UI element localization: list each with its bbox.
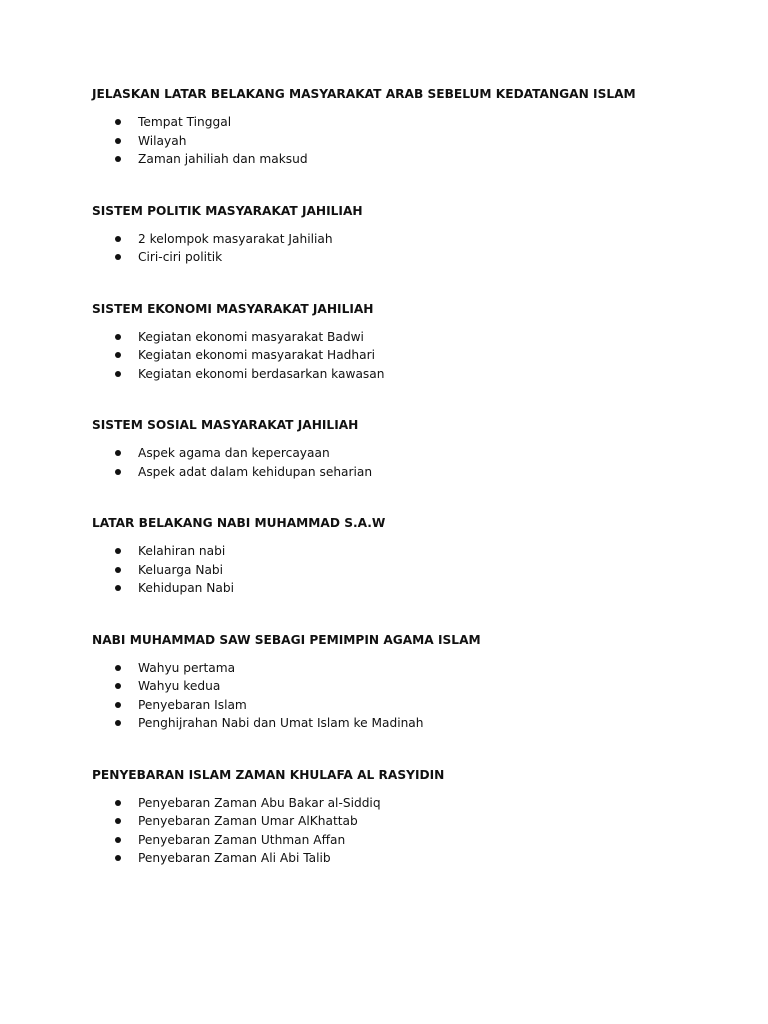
bullet-icon: [115, 837, 121, 843]
bullet-list: [92, 113, 732, 169]
bullet-list: [92, 542, 732, 598]
document-section: [92, 417, 732, 481]
bullet-text: Kelahiran nabi: [138, 544, 226, 558]
bullet-text: Aspek adat dalam kehidupan seharian: [138, 464, 373, 479]
bullet-icon: [115, 236, 121, 242]
bullet-text: Penyebaran Zaman Umar AlKhattab: [138, 814, 358, 828]
bullet-text: Keluarga Nabi: [138, 562, 224, 577]
bullet-list-item: [92, 677, 732, 696]
document-section: [92, 632, 732, 733]
bullet-list-item: [92, 696, 732, 715]
section-heading: SISTEM SOSIAL MASYARAKAT JAHILIAH: [92, 418, 359, 432]
section-heading: PENYEBARAN ISLAM ZAMAN KHULAFA AL RASYIDIN: [92, 767, 445, 782]
bullet-list-item: [92, 113, 732, 132]
bullet-list-item: [92, 230, 732, 249]
bullet-icon: [115, 548, 121, 554]
bullet-list-item: [92, 444, 732, 463]
bullet-list-item: [92, 365, 732, 384]
bullet-list-item: [92, 542, 732, 561]
bullet-icon: [115, 254, 121, 260]
bullet-icon: [115, 138, 121, 144]
bullet-icon: [115, 156, 121, 162]
bullet-text: Penyebaran Islam: [138, 697, 247, 712]
bullet-text: Penghijrahan Nabi dan Umat Islam ke Madinah: [138, 716, 424, 730]
bullet-list: [92, 230, 732, 267]
bullet-icon: [115, 585, 121, 591]
bullet-icon: [115, 818, 121, 824]
bullet-icon: [115, 334, 121, 340]
bullet-icon: [115, 119, 121, 125]
bullet-list-item: [92, 714, 732, 733]
document-section: [92, 86, 732, 169]
bullet-list-item: [92, 328, 732, 347]
bullet-text: Penyebaran Zaman Uthman Affan: [138, 832, 346, 847]
bullet-icon: [115, 352, 121, 358]
bullet-text: Kegiatan ekonomi berdasarkan kawasan: [138, 366, 385, 381]
bullet-list-item: [92, 794, 732, 813]
bullet-text: Wahyu pertama: [138, 660, 236, 675]
bullet-list: [92, 328, 732, 384]
bullet-text: Tempat Tinggal: [138, 115, 232, 129]
bullet-icon: [115, 800, 121, 806]
bullet-list-item: [92, 831, 732, 850]
section-heading: SISTEM POLITIK MASYARAKAT JAHILIAH: [92, 203, 363, 218]
bullet-icon: [115, 683, 121, 689]
bullet-text: Wilayah: [138, 133, 187, 148]
document-page: [92, 86, 732, 902]
bullet-text: 2 kelompok masyarakat Jahiliah: [138, 231, 333, 246]
bullet-list-item: [92, 346, 732, 365]
bullet-icon: [115, 469, 121, 475]
bullet-list-item: [92, 561, 732, 580]
bullet-icon: [115, 702, 121, 708]
bullet-text: Wahyu kedua: [138, 679, 221, 693]
bullet-list: [92, 444, 732, 481]
bullet-icon: [115, 371, 121, 377]
bullet-icon: [115, 665, 121, 671]
bullet-text: Penyebaran Zaman Ali Abi Talib: [138, 851, 331, 865]
bullet-list: [92, 794, 732, 868]
document-section: [92, 515, 732, 598]
bullet-list-item: [92, 150, 732, 169]
bullet-icon: [115, 450, 121, 456]
document-section: [92, 203, 732, 267]
bullet-text: Kegiatan ekonomi masyarakat Hadhari: [138, 348, 375, 362]
bullet-list-item: [92, 463, 732, 482]
bullet-icon: [115, 855, 121, 861]
bullet-icon: [115, 567, 121, 573]
section-heading: SISTEM EKONOMI MASYARAKAT JAHILIAH: [92, 301, 374, 316]
section-heading: JELASKAN LATAR BELAKANG MASYARAKAT ARAB SEBELUM KEDATANGAN ISLAM: [92, 87, 636, 101]
bullet-text: Zaman jahiliah dan maksud: [138, 152, 308, 166]
bullet-icon: [115, 720, 121, 726]
bullet-text: Kegiatan ekonomi masyarakat Badwi: [138, 329, 364, 344]
bullet-text: Kehidupan Nabi: [138, 581, 234, 595]
bullet-text: Aspek agama dan kepercayaan: [138, 446, 330, 460]
section-heading: NABI MUHAMMAD SAW SEBAGI PEMIMPIN AGAMA ISLAM: [92, 632, 481, 647]
bullet-list-item: [92, 579, 732, 598]
bullet-list-item: [92, 812, 732, 831]
bullet-list-item: [92, 659, 732, 678]
bullet-list-item: [92, 248, 732, 267]
bullet-text: Penyebaran Zaman Abu Bakar al-Siddiq: [138, 795, 381, 810]
section-heading: LATAR BELAKANG NABI MUHAMMAD S.A.W: [92, 516, 386, 530]
bullet-list: [92, 659, 732, 733]
document-section: [92, 767, 732, 868]
bullet-list-item: [92, 132, 732, 151]
document-section: [92, 301, 732, 384]
bullet-text: Ciri-ciri politik: [138, 250, 223, 264]
bullet-list-item: [92, 849, 732, 868]
